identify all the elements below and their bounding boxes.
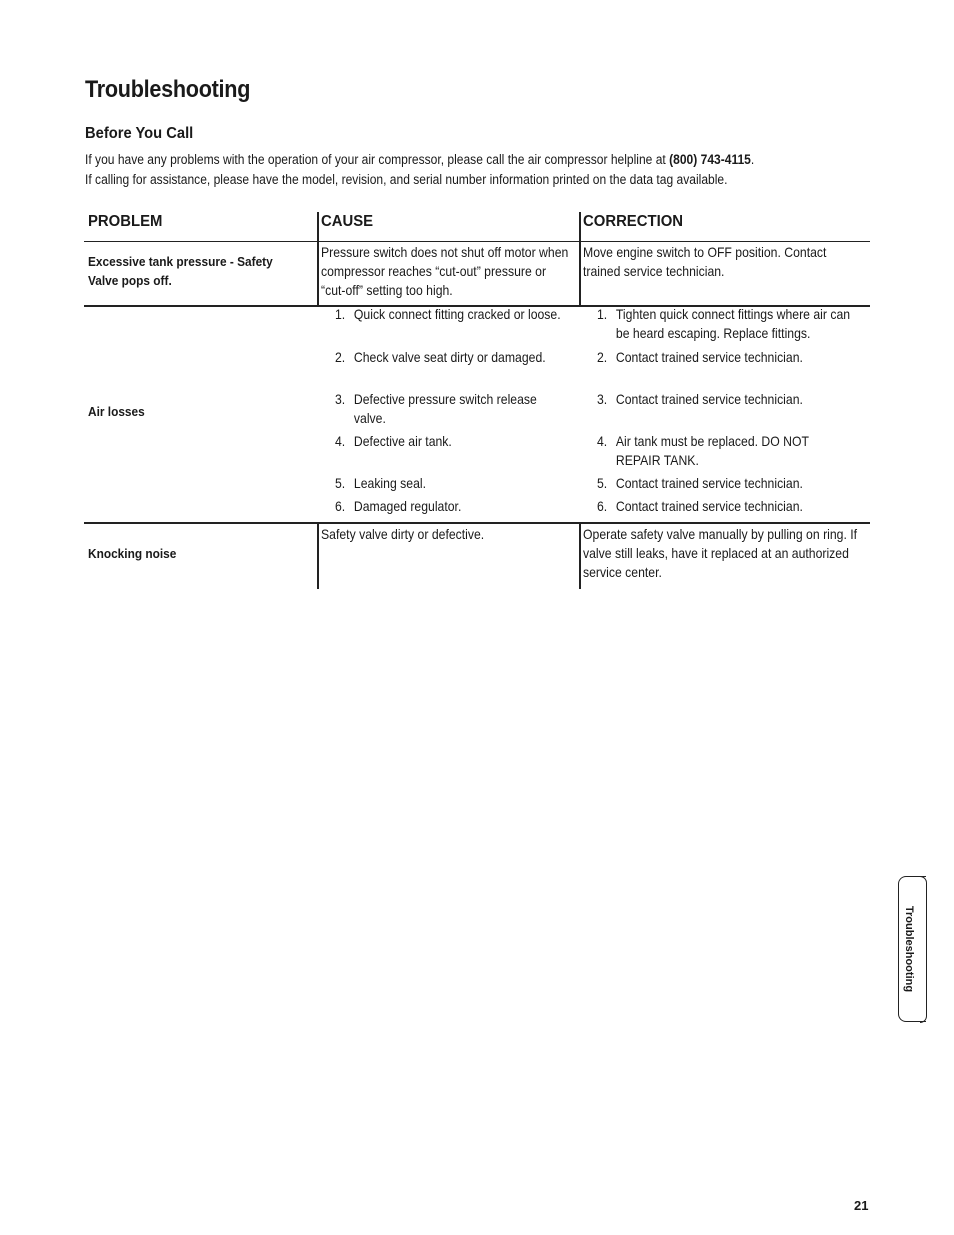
cause-cell: Pressure switch does not shut off motor when compressor reaches “cut-out” pressure or “cut-off” setting too high. xyxy=(321,245,569,298)
correction-cell: Operate safety valve manually by pulling on ring. If valve still leaks, have it replaced at an authorized service center. xyxy=(583,527,858,580)
header-cause-label: CAUSE xyxy=(321,213,374,230)
header-problem xyxy=(84,210,317,242)
intro-text-pre: If you have any problems with the operation of your air compressor, please call the air compressor helpline at xyxy=(85,152,670,167)
column-divider xyxy=(579,523,581,589)
intro-text-post: . xyxy=(750,152,755,167)
correction-cell: Move engine switch to OFF position. Contact trained service technician. xyxy=(583,245,827,279)
header-problem-label: PROBLEM xyxy=(88,213,163,230)
intro-paragraph xyxy=(85,150,859,190)
intro-text-line2: If calling for assistance, please have the model, revision, and serial number information printed on the data tag available. xyxy=(85,172,728,187)
problem-cell: Excessive tank pressure - Safety Valve pops off. xyxy=(88,254,273,288)
page-number: 21 xyxy=(854,1198,869,1213)
section-heading: Before You Call xyxy=(85,125,194,142)
problem-cell: Air losses xyxy=(88,404,145,419)
header-correction xyxy=(579,210,870,242)
header-correction-label: CORRECTION xyxy=(583,213,684,230)
problem-cell: Knocking noise xyxy=(88,546,177,561)
page-title: Troubleshooting xyxy=(85,76,251,103)
header-cause xyxy=(317,210,579,242)
helpline-phone: (800) 743-4115 xyxy=(669,152,751,167)
column-divider xyxy=(317,523,319,589)
cause-cell: Safety valve dirty or defective. xyxy=(321,527,485,542)
column-divider xyxy=(579,212,581,305)
side-tab-label: Troubleshooting xyxy=(903,905,915,993)
column-divider xyxy=(317,212,319,305)
row-divider xyxy=(84,522,870,524)
